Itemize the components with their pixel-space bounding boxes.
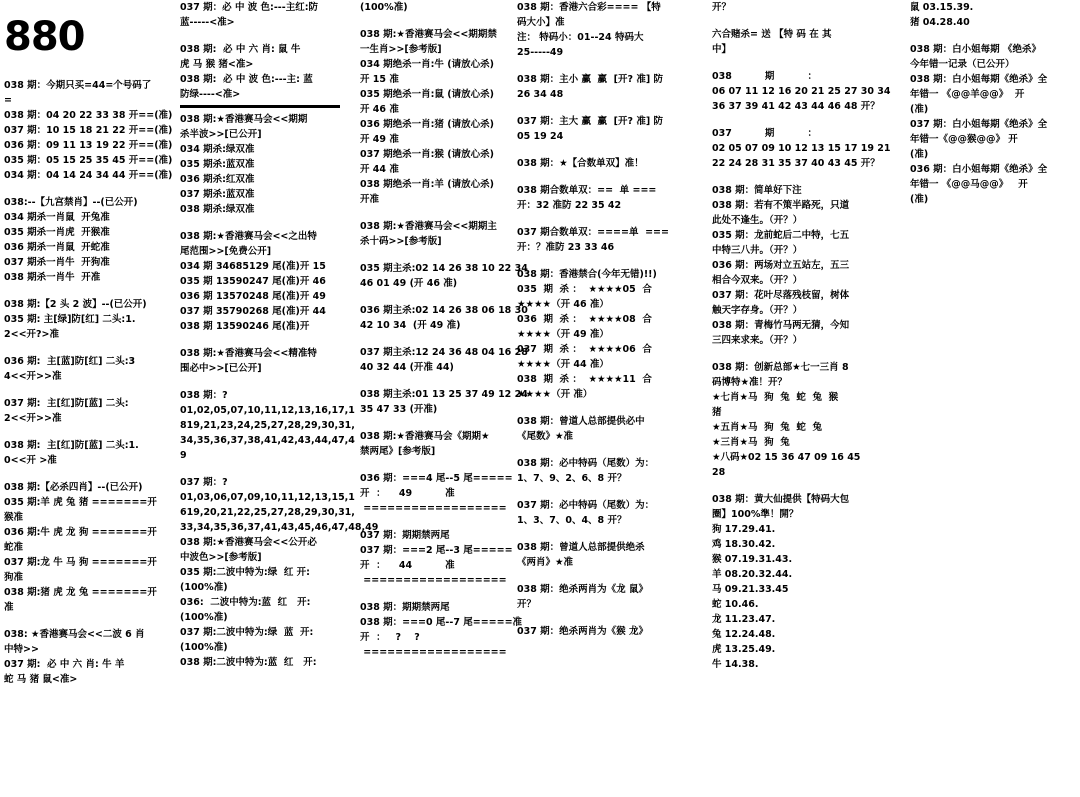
text-line: (准): [910, 194, 929, 205]
text-line: 猪 04.28.40: [910, 17, 970, 28]
text-line: 036 期：09 11 13 19 22 开==(准): [4, 140, 173, 151]
line-spacer: [360, 333, 510, 345]
text-line: ==================: [360, 503, 507, 514]
text-line: 035 期杀一肖虎 开猴准: [4, 227, 110, 238]
column-6: [910, 0, 1075, 797]
text-line: 六合赌杀= 送 【特 码 在 其: [712, 29, 832, 40]
line-spacer: [517, 486, 697, 498]
text-line: 猴 07.19.31.43.: [712, 554, 793, 565]
text-line: 034 期杀:绿双准: [180, 144, 255, 155]
text-line: 36 37 39 41 42 43 44 46 48 开？: [712, 101, 880, 112]
line-spacer: [517, 255, 697, 267]
line-spacer: [360, 291, 510, 303]
text-line: 40 32 44 (开准 44): [360, 362, 454, 373]
line-spacer: [517, 402, 697, 414]
text-line: 038 期：香港六合彩==== 【特: [517, 2, 661, 13]
text-line: 中波色>>[参考版]: [180, 552, 262, 563]
text-line: 22 24 28 31 35 37 40 43 45 开？: [712, 158, 880, 169]
text-line: 圈】100%準！開？: [712, 509, 799, 520]
text-line: 杀十码>>[参考版]: [360, 236, 442, 247]
text-line: 开准: [360, 194, 380, 205]
text-line: 037 期：===2 尾--3 尾=====: [360, 545, 513, 556]
line-spacer: [712, 348, 892, 360]
line-spacer: [712, 171, 892, 183]
text-line: (100%准): [180, 612, 228, 623]
line-spacer: [4, 468, 164, 480]
line-spacer: [517, 144, 697, 156]
text-line: 猪: [712, 407, 722, 418]
line-spacer: [360, 459, 510, 471]
text-line: 开 ： ? ?: [360, 632, 420, 643]
text-line: 鼠 03.15.39.: [910, 2, 974, 13]
text-line: 开 44 准: [360, 164, 399, 175]
text-line: 037 期: 必 中 六 肖: 牛 羊: [4, 659, 125, 670]
text-line: ★七肖★马 狗 兔 蛇 兔 猴: [712, 392, 839, 403]
text-line: 开：？准防 23 33 46: [517, 242, 615, 253]
text-line: ★五肖★马 狗 兔 蛇 兔: [712, 422, 822, 433]
text-line: ==================: [360, 647, 507, 658]
text-line: 035 期: 主[绿]防[红] 二头:1.: [4, 314, 136, 325]
line-spacer: [360, 417, 510, 429]
text-line: 036 期: 主[蓝]防[红] 二头:3: [4, 356, 136, 367]
line-spacer: [712, 15, 892, 27]
text-line: 036 期绝杀一肖:猪 (请放心杀): [360, 119, 494, 130]
text-line: 狗准: [4, 572, 24, 583]
line-spacer: [360, 516, 510, 528]
text-line: 035 期 13590247 尾(准)开 46: [180, 276, 326, 287]
text-line: 猴准: [4, 512, 24, 523]
line-spacer: [712, 114, 892, 126]
text-line: 年错一 《@@马@@》 开: [910, 179, 1028, 190]
text-line: ==================: [360, 575, 507, 586]
text-line: 036 期：白小姐每期《绝杀》全: [910, 164, 1048, 175]
text-line: 038 期:★香港赛马会<<公开必: [180, 537, 317, 548]
text-line: 038 期:二波中特为:蓝 红 开:: [180, 657, 317, 668]
text-line: 037 期：?: [180, 477, 228, 488]
text-line: 038 期：?: [180, 390, 228, 401]
site-logo-number: 880: [4, 14, 85, 60]
column-5: [712, 0, 892, 797]
text-line: 038 期：曾道人总部提供必中: [517, 416, 645, 427]
column-4-lines: [517, 0, 697, 639]
line-spacer: [910, 30, 1075, 42]
text-line: 036 期：===4 尾--5 尾=====: [360, 473, 513, 484]
text-line: 34,35,36,37,38,41,42,43,44,47,4: [180, 435, 355, 446]
text-line: 开：32 准防 22 35 42: [517, 200, 622, 211]
text-line: 虎 13.25.49.: [712, 644, 776, 655]
text-line: 33,34,35,36,37,41,43,45,46,47,48,49: [180, 522, 379, 533]
text-line: 038 期：白小姐每期《绝杀》全: [910, 74, 1048, 85]
line-spacer: [180, 217, 340, 229]
text-line: 035 期绝杀一肖:鼠 (请放心杀): [360, 89, 494, 100]
text-line: 036 期杀一肖鼠 开蛇准: [4, 242, 110, 253]
text-line: 此处不逢生。（开？）: [712, 215, 803, 226]
text-line: 02 05 07 09 10 12 13 15 17 19 21: [712, 143, 891, 154]
text-line: 035 期：05 15 25 35 45 开==(准): [4, 155, 173, 166]
line-spacer: [360, 375, 510, 387]
text-line: 037 期杀一肖牛 开狗准: [4, 257, 110, 268]
text-line: 蛇 10.46.: [712, 599, 759, 610]
text-line: ★三肖★马 狗 兔: [712, 437, 790, 448]
text-line: 038 期合数单双：== 单 ===: [517, 185, 657, 196]
text-line: 038 期：黄大仙提供【特码大包: [712, 494, 850, 505]
column-3: [360, 0, 528, 797]
text-line: 年错一《@@猴@@》 开: [910, 134, 1018, 145]
text-line: 一生肖>>[参考版]: [360, 44, 442, 55]
text-line: 龙 11.23.47.: [712, 614, 776, 625]
text-line: 037 期：绝杀两肖为《猴 龙》: [517, 626, 648, 637]
line-spacer: [360, 588, 510, 600]
text-line: 鸡 18.30.42.: [712, 539, 776, 550]
line-spacer: [517, 528, 697, 540]
line-spacer: [180, 376, 340, 388]
text-line: 034 期：04 14 24 34 44 开==(准): [4, 170, 173, 181]
text-line: 037 期 35790268 尾(准)开 44: [180, 306, 326, 317]
text-line: 038 期: 必 中 波 色:---主: 蓝: [180, 74, 313, 85]
text-line: 01,03,06,07,09,10,11,12,13,15,1: [180, 492, 355, 503]
text-line: 037 期：白小姐每期《绝杀》全: [910, 119, 1048, 130]
text-line: 038 期：04 20 22 33 38 开==(准): [4, 110, 173, 121]
line-spacer: [4, 285, 164, 297]
text-line: 蛇准: [4, 542, 24, 553]
text-line: 038 期:★香港赛马会<<精准特: [180, 348, 317, 359]
text-line: 2<<开?>准: [4, 329, 60, 340]
column-6-lines: [910, 0, 1075, 207]
text-line: 037 期杀:蓝双准: [180, 189, 255, 200]
line-spacer: [360, 249, 510, 261]
text-line: 037 期：10 15 18 21 22 开==(准): [4, 125, 173, 136]
text-line: 9: [180, 450, 187, 461]
column-5-lines: [712, 0, 892, 672]
text-line: 036 期杀:红双准: [180, 174, 255, 185]
text-line: ★★★★（开 49 准）: [517, 329, 609, 340]
text-line: 038 期:★香港赛马会《期期★: [360, 431, 490, 442]
text-line: 05 19 24: [517, 131, 564, 142]
text-line: 038 期：今期只买=44=个号码了: [4, 80, 152, 91]
line-spacer: [4, 426, 164, 438]
text-line: (100%准): [360, 2, 408, 13]
text-line: 036: 二波中特为:蓝 红 开:: [180, 597, 311, 608]
text-line: 038 期：★【合数单双】准！: [517, 158, 644, 169]
line-spacer: [517, 102, 697, 114]
text-line: 038 期: 主[红]防[蓝] 二头:1.: [4, 440, 139, 451]
text-line: 038 期:【必杀四肖】--(已公开): [4, 482, 143, 493]
line-spacer: [360, 15, 510, 27]
text-line: 037 期：必中特码（尾数）为：: [517, 500, 655, 511]
text-line: 038 期:★香港赛马会<<期期: [180, 114, 308, 125]
text-line: 038 期:【2 头 2 波】--(已公开): [4, 299, 147, 310]
text-line: 035 期 杀 ： ★★★★05 合: [517, 284, 652, 295]
text-line: 年错一 《@@羊@@》 开: [910, 89, 1025, 100]
text-line: 虎 马 猴 猪<准>: [180, 59, 254, 70]
text-line: 037 期: 主[红]防[蓝] 二头:: [4, 398, 129, 409]
text-line: 038 期：简单好下注: [712, 185, 802, 196]
text-line: 4<<开>>准: [4, 371, 62, 382]
text-line: 开 15 准: [360, 74, 399, 85]
text-line: 准: [4, 602, 14, 613]
text-line: 开？: [517, 599, 537, 610]
text-line: 035 期：龙前蛇后二中特，七五: [712, 230, 850, 241]
text-line: 038 期:★香港赛马会<<之出特: [180, 231, 317, 242]
text-line: 038 期：若有不策半路死，只道: [712, 200, 850, 211]
text-line: 相合今双来。（开？）: [712, 275, 803, 286]
text-line: 今年错一记录（已公开）: [910, 59, 1015, 70]
text-line: 禁两尾》[参考版]: [360, 446, 436, 457]
text-line: 1、7、9、2、6、8 开？: [517, 473, 627, 484]
line-spacer: [360, 207, 510, 219]
text-line: 蓝-----<准>: [180, 17, 235, 28]
text-line: ★★★★（开 46 准）: [517, 299, 609, 310]
text-line: 038: ★香港赛马会<<二波 6 肖: [4, 629, 145, 640]
text-line: 034 期杀一肖鼠 开兔准: [4, 212, 110, 223]
text-line: 0<<开 >准: [4, 455, 57, 466]
text-line: 开 ： 49 准: [360, 488, 455, 499]
text-line: (100%准): [180, 642, 228, 653]
text-line: 《两肖》★准: [517, 557, 574, 568]
text-line: 038 期主杀:01 13 25 37 49 12 24: [360, 389, 528, 400]
text-line: 038 期：青梅竹马两无猜，今知: [712, 320, 850, 331]
text-line: 038 期杀:绿双准: [180, 204, 255, 215]
text-line: 46 01 49 (开 46 准): [360, 278, 458, 289]
text-line: 035 期:羊 虎 兔 猪 =======开: [4, 497, 157, 508]
text-line: ★八码★02 15 36 47 09 16 45: [712, 452, 861, 463]
text-line: 狗 17.29.41.: [712, 524, 776, 535]
text-line: 038:--【九宫禁肖】--(已公开): [4, 197, 138, 208]
text-line: 038 期：必中特码（尾数）为：: [517, 458, 655, 469]
text-line: 开 ： 44 准: [360, 560, 455, 571]
text-line: =: [4, 95, 12, 106]
text-line: 42 10 34 (开 49 准): [360, 320, 461, 331]
text-line: 036 期：两场对立五站左，五三: [712, 260, 850, 271]
line-spacer: [712, 480, 892, 492]
text-line: ★★★★（开 准）: [517, 389, 593, 400]
text-line: 037 期:龙 牛 马 狗 =======开: [4, 557, 157, 568]
line-spacer: [712, 57, 892, 69]
text-line: 038 期:猪 虎 龙 兔 =======开: [4, 587, 157, 598]
text-line: 038 期 杀 ： ★★★★11 合: [517, 374, 652, 385]
text-line: 036 期主杀:02 14 26 38 06 18 30: [360, 305, 528, 316]
text-line: 037 期 杀 ： ★★★★06 合: [517, 344, 652, 355]
text-line: 触天字存身。（开？）: [712, 305, 803, 316]
text-line: 037 期：主大 赢 赢 [开? 准] 防: [517, 116, 663, 127]
text-line: (准): [910, 104, 929, 115]
text-line: 038 期：白小姐每期 《绝杀》: [910, 44, 1041, 55]
text-line: 中特>>: [4, 644, 39, 655]
text-line: 35 47 33 (开准): [360, 404, 438, 415]
line-spacer: [517, 612, 697, 624]
text-line: 1、3、7、0、4、8 开？: [517, 515, 627, 526]
text-line: 围必中>>[已公开]: [180, 363, 262, 374]
text-line: 037 期 ：: [712, 128, 817, 139]
section-divider: [180, 105, 340, 108]
column-1-lines: [4, 78, 173, 687]
column-1: [4, 0, 173, 797]
text-line: 开 46 准: [360, 104, 399, 115]
text-line: 037 期:二波中特为:绿 蓝 开:: [180, 627, 314, 638]
line-spacer: [517, 444, 697, 456]
text-line: 037 期：期期禁两尾: [360, 530, 450, 541]
text-line: 尾范围>>[免费公开]: [180, 246, 272, 257]
text-line: 038 期：曾道人总部提供绝杀: [517, 542, 645, 553]
text-line: 038 期：期期禁两尾: [360, 602, 450, 613]
line-spacer: [517, 60, 697, 72]
text-line: (准): [910, 149, 929, 160]
text-line: 819,21,23,24,25,27,28,29,30,31,: [180, 420, 355, 431]
line-spacer: [4, 384, 164, 396]
text-line: 038 期绝杀一肖:羊 (请放心杀): [360, 179, 494, 190]
text-line: 25-----49: [517, 47, 564, 58]
text-line: 28: [712, 467, 726, 478]
text-line: 038 期：香港禁合(今年无错)!!): [517, 269, 657, 280]
text-line: 码大小】准: [517, 17, 565, 28]
column-4: [517, 0, 697, 797]
text-line: 《尾数》★准: [517, 431, 574, 442]
text-line: 开 49 准: [360, 134, 399, 145]
text-line: 038 期:★香港赛马会<<期期主: [360, 221, 497, 232]
column-3-lines: [360, 0, 528, 660]
text-line: 038 期 13590246 尾(准)开: [180, 321, 310, 332]
text-line: 中】: [712, 44, 732, 55]
text-line: 蛇 马 猪 鼠<准>: [4, 674, 78, 685]
line-spacer: [517, 570, 697, 582]
text-line: 杀半波>>[已公开]: [180, 129, 262, 140]
text-line: 开？: [712, 2, 732, 13]
text-line: 26 34 48: [517, 89, 564, 100]
line-spacer: [180, 30, 340, 42]
line-spacer: [4, 342, 164, 354]
text-line: 037 期主杀:12 24 36 48 04 16 28: [360, 347, 528, 358]
text-line: (100%准): [180, 582, 228, 593]
text-line: 038 期：===0 尾--7 尾=====准: [360, 617, 523, 628]
text-line: 038 期 ：: [712, 71, 817, 82]
text-line: 034 期绝杀一肖:牛 (请放心杀): [360, 59, 494, 70]
line-spacer: [180, 334, 340, 346]
text-line: 牛 14.38.: [712, 659, 759, 670]
text-line: 037 期绝杀一肖:猴 (请放心杀): [360, 149, 494, 160]
line-spacer: [4, 183, 164, 195]
text-line: 038 期：绝杀两肖为《龙 鼠》: [517, 584, 648, 595]
text-line: 038 期: 必 中 六 肖: 鼠 牛: [180, 44, 301, 55]
text-line: 兔 12.24.48.: [712, 629, 776, 640]
text-line: 038 期杀一肖牛 开准: [4, 272, 101, 283]
text-line: 619,20,21,22,25,27,28,29,30,31,: [180, 507, 355, 518]
text-line: 马 09.21.33.45: [712, 584, 789, 595]
text-line: 037 期合数单双：====单 ===: [517, 227, 669, 238]
line-spacer: [180, 463, 340, 475]
text-line: 037 期：花叶尽落残枝留，树体: [712, 290, 850, 301]
text-line: 036 期 13570248 尾(准)开 49: [180, 291, 326, 302]
line-spacer: [517, 213, 697, 225]
line-spacer: [517, 171, 697, 183]
text-line: 038 期：主小 赢 赢 [开? 准] 防: [517, 74, 663, 85]
text-line: 羊 08.20.32.44.: [712, 569, 793, 580]
text-line: 036 期:牛 虎 龙 狗 =======开: [4, 527, 157, 538]
text-line: 三四来求来。（开？）: [712, 335, 803, 346]
text-line: ★★★★（开 44 准）: [517, 359, 609, 370]
text-line: 2<<开>>准: [4, 413, 62, 424]
text-line: 037 期：必 中 波 色:---主红:防: [180, 2, 318, 13]
text-line: 036 期 杀 ： ★★★★08 合: [517, 314, 652, 325]
text-line: 035 期:二波中特为:绿 红 开:: [180, 567, 310, 578]
text-line: 034 期 34685129 尾(准)开 15: [180, 261, 326, 272]
text-line: 注： 特码小：01--24 特码大: [517, 32, 644, 43]
text-line: 01,02,05,07,10,11,12,13,16,17,1: [180, 405, 355, 416]
text-line: 防绿----<准>: [180, 89, 241, 100]
text-line: 038 期：创新总部★七一三肖 8: [712, 362, 849, 373]
text-line: 035 期主杀:02 14 26 38 10 22 34: [360, 263, 528, 274]
column-2-top-lines: [180, 0, 340, 102]
text-line: 06 07 11 12 16 20 21 25 27 30 34: [712, 86, 891, 97]
text-line: 038 期:★香港赛马会<<期期禁: [360, 29, 497, 40]
line-spacer: [4, 615, 164, 627]
text-line: 码博特★准！开？: [712, 377, 788, 388]
text-line: 中特三八井。（开？）: [712, 245, 803, 256]
text-line: 035 期杀:蓝双准: [180, 159, 255, 170]
